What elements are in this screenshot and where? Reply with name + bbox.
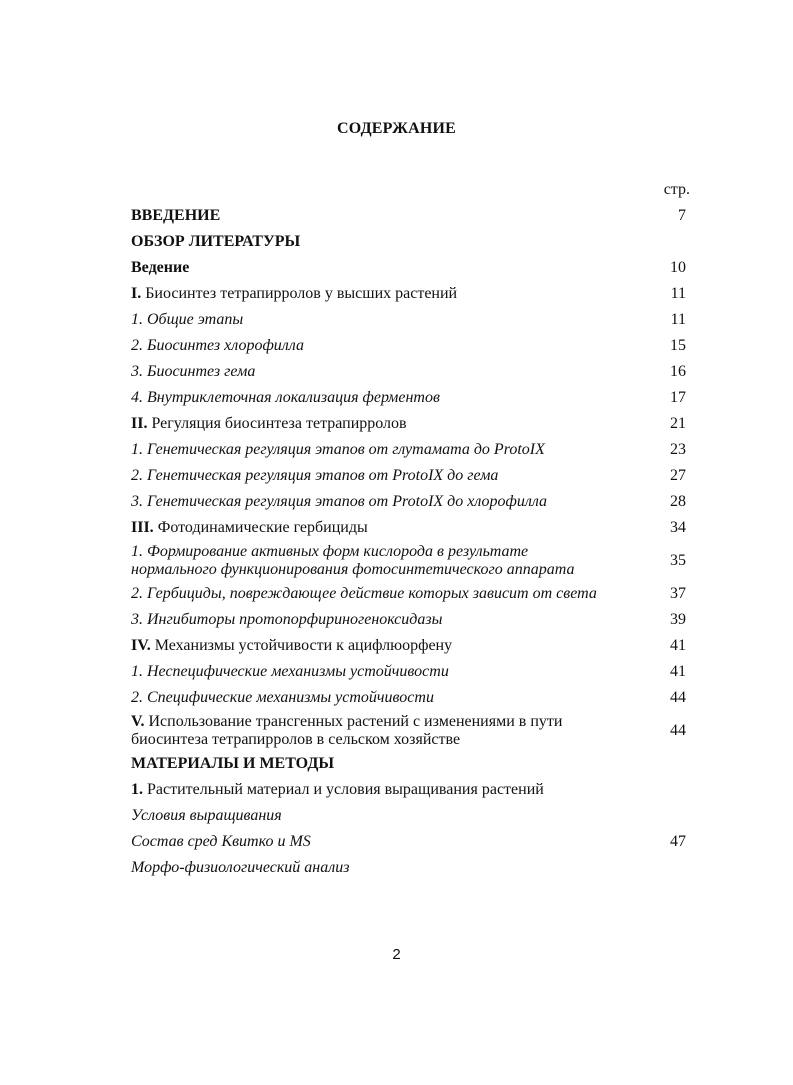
toc-entry-title: ОБЗОР ЛИТЕРАТУРЫ: [131, 233, 301, 250]
toc-entry-page: 16: [670, 363, 686, 380]
toc-subentry-lines: [131, 803, 646, 881]
toc-entry-text: Фотодинамические гербициды: [153, 519, 368, 536]
page-title: СОДЕРЖАНИЕ: [336, 120, 457, 137]
toc-entry: [131, 751, 686, 777]
toc-entry-numeral: II.: [131, 415, 148, 432]
toc-entry-page: 44: [670, 722, 686, 739]
toc-entry: [131, 607, 686, 633]
toc-entry: [131, 515, 686, 541]
toc-entry-line: Использование трансгенных растений с изменениями в пути: [144, 713, 563, 730]
toc-entry: [131, 307, 686, 333]
toc-subentry: Состав сред Квитко и MS: [131, 833, 311, 850]
toc-entry-page: 21: [670, 415, 686, 432]
toc-entry: [131, 777, 686, 803]
toc-entry: [131, 541, 686, 581]
toc-entry: [131, 685, 686, 711]
toc-entry-title: 1. Общие этапы: [131, 311, 244, 328]
toc-entry-title: МАТЕРИАЛЫ И МЕТОДЫ: [131, 755, 335, 772]
toc-entry: [131, 463, 686, 489]
toc-entry: [131, 385, 686, 411]
toc-entry: [131, 229, 686, 255]
toc-entry-title: 2. Биосинтез хлорофилла: [131, 337, 304, 354]
toc-entry-numeral: I.: [131, 285, 142, 302]
toc-entry-line: биосинтеза тетрапирролов в сельском хозяйстве: [131, 731, 461, 748]
toc-entry-text: Растительный материал и условия выращивания растений: [143, 781, 544, 798]
toc-entry-page: 37: [670, 585, 686, 602]
toc-entry-title: 2. Специфические механизмы устойчивости: [131, 689, 434, 706]
toc-entry-page: 7: [678, 207, 686, 224]
toc-entry-title: [131, 285, 646, 303]
toc-entry-page: 34: [670, 519, 686, 536]
toc-entry: [131, 255, 686, 281]
toc-entry-page: 47: [670, 833, 686, 850]
toc-entry-title: [131, 637, 646, 655]
toc-entry-title: 3. Биосинтез гема: [131, 363, 256, 380]
toc-entry-text: Биосинтез тетрапирролов у высших растений: [141, 285, 458, 302]
toc-entry-numeral: III.: [131, 519, 154, 536]
toc-entry-page: 35: [670, 552, 686, 569]
toc-entry-title: Ведение: [131, 259, 190, 276]
table-of-contents: [131, 203, 686, 881]
toc-entry-title: [131, 713, 646, 749]
toc-entry-title: 3. Ингибиторы протопорфириногеноксидазы: [131, 611, 443, 628]
toc-entry-text: Механизмы устойчивости к ацифлюорфену: [150, 637, 453, 654]
toc-entry: [131, 437, 686, 463]
toc-entry: [131, 333, 686, 359]
toc-entry-page: 44: [670, 689, 686, 706]
toc-entry-title: 3. Генетическая регуляция этапов от ProtoIX до хлорофилла: [131, 493, 548, 510]
toc-entry-title: 2. Генетическая регуляция этапов от ProtoIX до гема: [131, 467, 499, 484]
toc-entry-title: 1. Неспецифические механизмы устойчивости: [131, 663, 449, 680]
toc-entry-line: нормального функционирования фотосинтетического аппарата: [131, 561, 575, 578]
toc-entry-page: 11: [670, 311, 686, 328]
toc-entry: [131, 489, 686, 515]
toc-entry: [131, 281, 686, 307]
toc-entry-title: [131, 543, 646, 579]
toc-subentry: Морфо-физиологический анализ: [131, 859, 350, 876]
toc-entry: [131, 659, 686, 685]
toc-entry-title: [131, 415, 646, 433]
toc-entry: [131, 581, 686, 607]
toc-entry-page: 27: [670, 467, 686, 484]
toc-entry: [131, 359, 686, 385]
toc-entry-page: 17: [670, 389, 686, 406]
toc-entry-page: 41: [670, 637, 686, 654]
toc-entry: [131, 411, 686, 437]
toc-entry: [131, 711, 686, 751]
toc-entry-page: 28: [670, 493, 686, 510]
toc-entry-page: 10: [670, 259, 686, 276]
toc-entry-numeral: 1.: [131, 781, 143, 798]
toc-entry-page: 23: [670, 441, 686, 458]
toc-entry-text: Регуляция биосинтеза тетрапирролов: [147, 415, 407, 432]
page-column-label: стр.: [663, 181, 690, 198]
toc-entry-title: [131, 519, 646, 537]
toc-entry-page: 41: [670, 663, 686, 680]
toc-entry-page: 39: [670, 611, 686, 628]
page-number: 2: [392, 946, 401, 963]
toc-entry-title: ВВЕДЕНИЕ: [131, 207, 221, 224]
toc-entry-title: [131, 781, 646, 799]
toc-subentry-group: [131, 803, 686, 881]
toc-entry: [131, 203, 686, 229]
toc-entry: [131, 633, 686, 659]
toc-entry-numeral: V.: [131, 713, 145, 730]
toc-subentry: Условия выращивания: [131, 807, 282, 824]
toc-entry-title: 1. Генетическая регуляция этапов от глутамата до ProtoIX: [131, 441, 545, 458]
toc-entry-line: 1. Формирование активных форм кислорода в результате: [131, 543, 529, 560]
toc-entry-title: 2. Гербициды, повреждающее действие которых зависит от света: [131, 585, 597, 602]
toc-entry-title: 4. Внутриклеточная локализация ферментов: [131, 389, 440, 406]
toc-entry-page: 15: [670, 337, 686, 354]
toc-entry-numeral: IV.: [131, 637, 151, 654]
toc-entry-page: 11: [670, 285, 686, 302]
